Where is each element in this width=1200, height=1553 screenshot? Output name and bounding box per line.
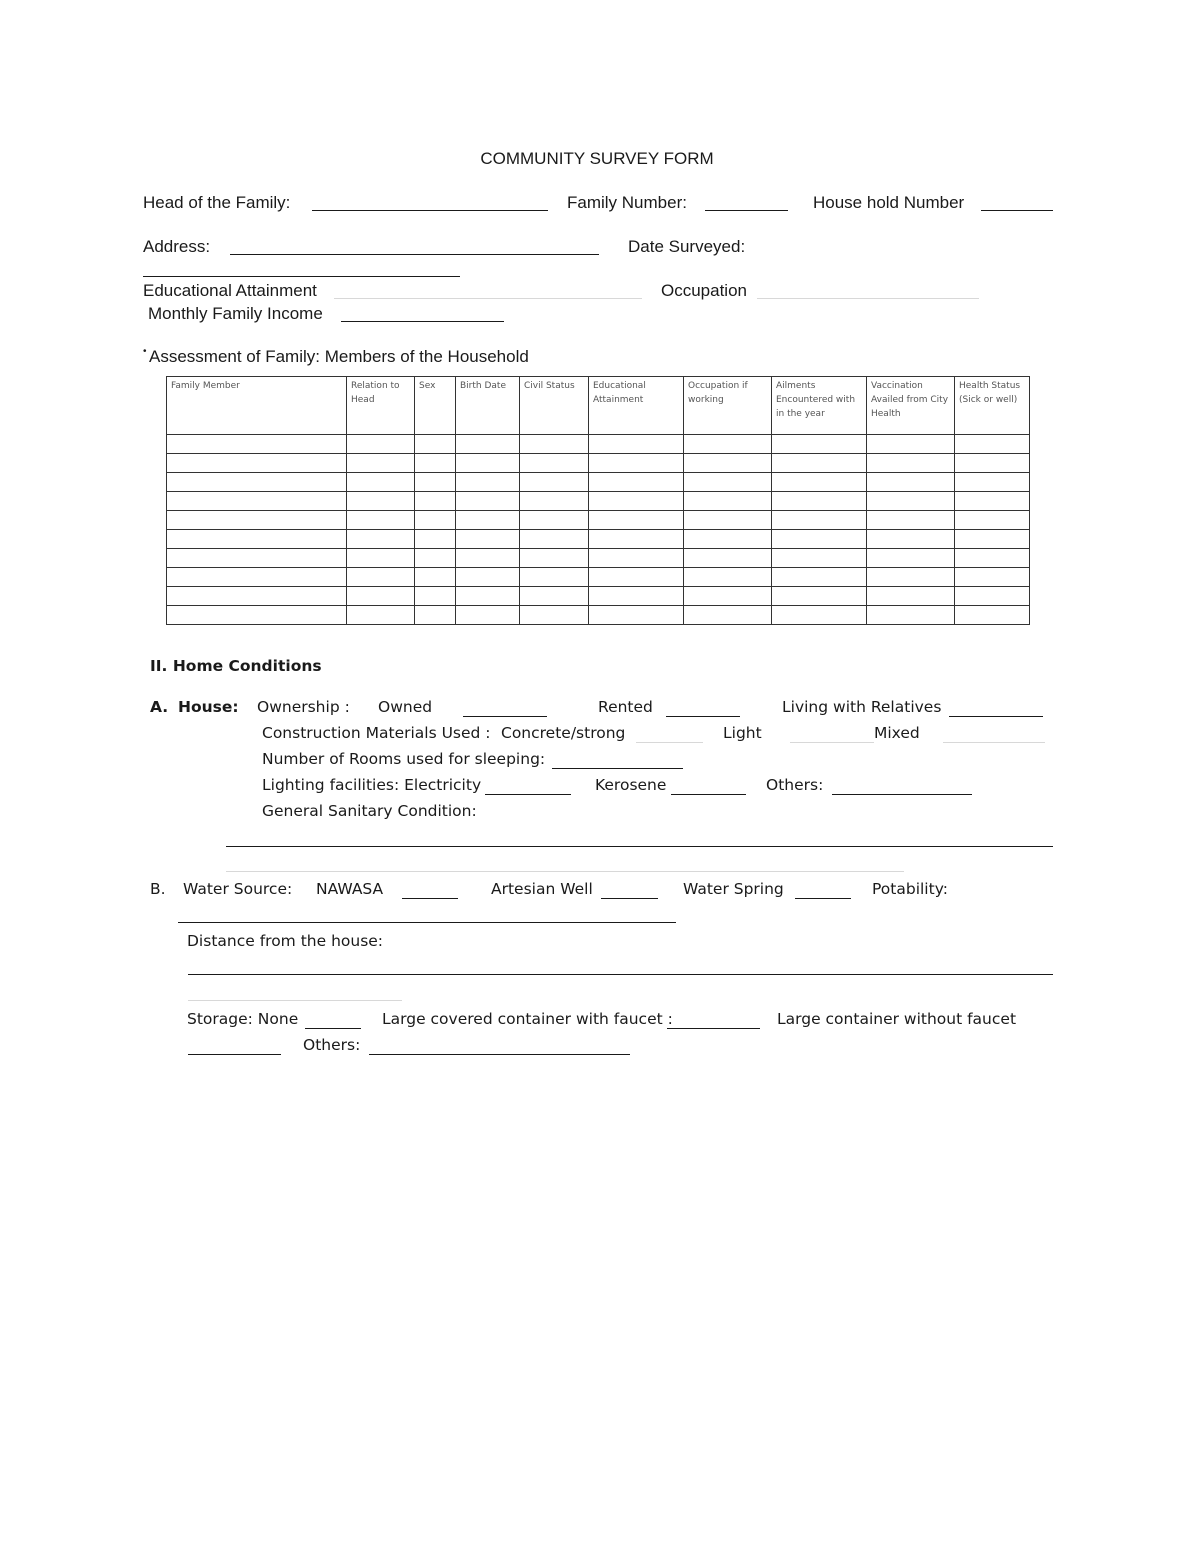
table-cell[interactable] xyxy=(456,587,520,606)
home-conditions-title: II. Home Conditions xyxy=(150,657,322,675)
kerosene-field[interactable] xyxy=(671,794,746,795)
table-row xyxy=(167,511,1030,530)
table-cell[interactable] xyxy=(772,454,867,473)
table-cell[interactable] xyxy=(347,568,415,587)
table-cell[interactable] xyxy=(867,492,955,511)
address-continuation-field[interactable] xyxy=(143,276,460,277)
table-cell[interactable] xyxy=(415,549,456,568)
table-cell[interactable] xyxy=(347,606,415,625)
table-cell[interactable] xyxy=(167,587,347,606)
assessment-title: Assessment of Family: Members of the Household xyxy=(149,347,529,366)
table-cell[interactable] xyxy=(456,454,520,473)
light-label: Light xyxy=(723,724,762,742)
concrete-field[interactable] xyxy=(636,742,703,743)
table-cell[interactable] xyxy=(684,473,772,492)
column-header: Relation to Head xyxy=(347,377,415,435)
storage-others-field[interactable] xyxy=(369,1054,630,1055)
table-cell[interactable] xyxy=(415,511,456,530)
table-cell[interactable] xyxy=(772,530,867,549)
table-cell[interactable] xyxy=(415,530,456,549)
owned-label: Owned xyxy=(378,698,433,716)
table-header-row xyxy=(167,377,1030,435)
rented-field[interactable] xyxy=(666,716,740,717)
nawasa-label: NAWASA xyxy=(316,880,384,898)
table-cell[interactable] xyxy=(456,492,520,511)
uncovered-container-field[interactable] xyxy=(188,1054,281,1055)
table-cell[interactable] xyxy=(167,435,347,454)
table-row xyxy=(167,473,1030,492)
table-cell[interactable] xyxy=(772,606,867,625)
rooms-field[interactable] xyxy=(552,768,683,769)
column-header: Ailments Encountered with in the year xyxy=(772,377,867,435)
table-cell[interactable] xyxy=(684,454,772,473)
table-cell[interactable] xyxy=(347,454,415,473)
educational-attainment-field[interactable] xyxy=(334,298,642,299)
table-cell[interactable] xyxy=(167,492,347,511)
house-label: House: xyxy=(178,698,239,716)
table-cell[interactable] xyxy=(520,568,589,587)
table-cell[interactable] xyxy=(589,530,684,549)
table-cell[interactable] xyxy=(867,530,955,549)
table-row xyxy=(167,606,1030,625)
potability-field[interactable] xyxy=(178,922,676,923)
table-cell[interactable] xyxy=(167,530,347,549)
table-cell[interactable] xyxy=(589,435,684,454)
table-cell[interactable] xyxy=(684,587,772,606)
table-cell[interactable] xyxy=(867,435,955,454)
address-label: Address: xyxy=(143,237,211,256)
artesian-well-label: Artesian Well xyxy=(491,880,593,898)
table-cell[interactable] xyxy=(167,454,347,473)
table-cell[interactable] xyxy=(415,454,456,473)
table-row xyxy=(167,435,1030,454)
table-cell[interactable] xyxy=(589,454,684,473)
column-header: Occupation if working xyxy=(684,377,772,435)
table-cell[interactable] xyxy=(955,549,1030,568)
table-cell[interactable] xyxy=(167,568,347,587)
table-cell[interactable] xyxy=(955,606,1030,625)
table-row xyxy=(167,568,1030,587)
table-cell[interactable] xyxy=(415,435,456,454)
table-cell[interactable] xyxy=(867,606,955,625)
table-cell[interactable] xyxy=(955,530,1030,549)
table-cell[interactable] xyxy=(684,435,772,454)
living-with-relatives-field[interactable] xyxy=(949,716,1043,717)
storage-label: Storage: None xyxy=(187,1010,299,1028)
table-cell[interactable] xyxy=(955,587,1030,606)
assessment-bullet: • xyxy=(143,346,147,357)
table-cell[interactable] xyxy=(520,492,589,511)
table-cell[interactable] xyxy=(520,511,589,530)
rooms-label: Number of Rooms used for sleeping: xyxy=(262,750,546,768)
table-cell[interactable] xyxy=(415,606,456,625)
table-cell[interactable] xyxy=(772,473,867,492)
table-cell[interactable] xyxy=(520,435,589,454)
table-cell[interactable] xyxy=(955,511,1030,530)
sanitary-field[interactable] xyxy=(226,846,1053,847)
table-cell[interactable] xyxy=(955,435,1030,454)
uncovered-container-label: Large container without faucet xyxy=(777,1010,1017,1028)
table-cell[interactable] xyxy=(167,549,347,568)
table-cell[interactable] xyxy=(772,492,867,511)
table-cell[interactable] xyxy=(772,435,867,454)
mixed-label: Mixed xyxy=(874,724,920,742)
table-cell[interactable] xyxy=(456,473,520,492)
table-cell[interactable] xyxy=(772,511,867,530)
construction-label: Construction Materials Used : xyxy=(262,724,491,742)
table-cell[interactable] xyxy=(456,511,520,530)
table-cell[interactable] xyxy=(684,511,772,530)
column-header: Sex xyxy=(415,377,456,435)
household-number-label: House hold Number xyxy=(813,193,965,212)
water-prefix: B. xyxy=(150,880,166,898)
table-row xyxy=(167,530,1030,549)
table-cell[interactable] xyxy=(167,606,347,625)
nawasa-field[interactable] xyxy=(402,898,458,899)
table-cell[interactable] xyxy=(415,473,456,492)
column-header: Birth Date xyxy=(456,377,520,435)
educational-attainment-label: Educational Attainment xyxy=(143,281,317,300)
table-cell[interactable] xyxy=(520,530,589,549)
table-cell[interactable] xyxy=(456,606,520,625)
monthly-income-label: Monthly Family Income xyxy=(148,304,323,323)
table-cell[interactable] xyxy=(955,454,1030,473)
storage-others-label: Others: xyxy=(303,1036,361,1054)
table-cell[interactable] xyxy=(347,511,415,530)
distance-label: Distance from the house: xyxy=(187,932,384,950)
lighting-others-label: Others: xyxy=(766,776,824,794)
table-cell[interactable] xyxy=(589,606,684,625)
table-cell[interactable] xyxy=(456,549,520,568)
column-header: Vaccination Availed from City Health xyxy=(867,377,955,435)
owned-field[interactable] xyxy=(463,716,547,717)
table-cell[interactable] xyxy=(684,606,772,625)
table-cell[interactable] xyxy=(589,473,684,492)
table-row xyxy=(167,492,1030,511)
table-cell[interactable] xyxy=(867,454,955,473)
kerosene-label: Kerosene xyxy=(595,776,667,794)
table-row xyxy=(167,587,1030,606)
table-cell[interactable] xyxy=(589,568,684,587)
table-row xyxy=(167,454,1030,473)
table-cell[interactable] xyxy=(867,587,955,606)
address-field[interactable] xyxy=(230,254,599,255)
potability-label: Potability: xyxy=(872,880,948,898)
household-members-table xyxy=(166,376,1030,625)
table-cell[interactable] xyxy=(684,568,772,587)
table-cell[interactable] xyxy=(347,435,415,454)
sanitary-label: General Sanitary Condition: xyxy=(262,802,477,820)
table-cell[interactable] xyxy=(520,473,589,492)
head-of-family-field[interactable] xyxy=(312,210,548,211)
form-title: COMMUNITY SURVEY FORM xyxy=(480,149,714,168)
table-cell[interactable] xyxy=(456,568,520,587)
table-cell[interactable] xyxy=(589,492,684,511)
family-number-label: Family Number: xyxy=(567,193,687,212)
table-cell[interactable] xyxy=(684,549,772,568)
table-cell[interactable] xyxy=(589,587,684,606)
table-cell[interactable] xyxy=(415,587,456,606)
table-cell[interactable] xyxy=(867,511,955,530)
mixed-field[interactable] xyxy=(943,742,1045,743)
column-header: Health Status (Sick or well) xyxy=(955,377,1030,435)
column-header: Family Member xyxy=(167,377,347,435)
table-cell[interactable] xyxy=(772,568,867,587)
table-cell[interactable] xyxy=(867,549,955,568)
table-cell[interactable] xyxy=(955,473,1030,492)
table-cell[interactable] xyxy=(955,492,1030,511)
table-cell[interactable] xyxy=(347,492,415,511)
monthly-income-field[interactable] xyxy=(341,321,504,322)
lighting-others-field[interactable] xyxy=(832,794,972,795)
storage-none-field[interactable] xyxy=(305,1028,361,1029)
sanitary-field-continued[interactable] xyxy=(226,871,904,872)
water-source-label: Water Source: xyxy=(183,880,293,898)
head-of-family-label: Head of the Family: xyxy=(143,193,291,212)
table-cell[interactable] xyxy=(347,530,415,549)
distance-field-continued[interactable] xyxy=(188,1000,402,1001)
table-cell[interactable] xyxy=(867,473,955,492)
water-spring-field[interactable] xyxy=(795,898,851,899)
table-cell[interactable] xyxy=(955,568,1030,587)
covered-container-label: Large covered container with faucet : xyxy=(382,1010,673,1028)
table-cell[interactable] xyxy=(415,492,456,511)
table-cell[interactable] xyxy=(167,473,347,492)
distance-field[interactable] xyxy=(188,974,1053,975)
lighting-label: Lighting facilities: Electricity xyxy=(262,776,482,794)
house-prefix: A. xyxy=(150,698,169,716)
table-cell[interactable] xyxy=(347,473,415,492)
table-row xyxy=(167,549,1030,568)
occupation-field[interactable] xyxy=(757,298,979,299)
table-cell[interactable] xyxy=(456,435,520,454)
table-cell[interactable] xyxy=(347,549,415,568)
table-cell[interactable] xyxy=(167,511,347,530)
light-field[interactable] xyxy=(790,742,874,743)
table-cell[interactable] xyxy=(772,587,867,606)
household-number-field[interactable] xyxy=(981,210,1053,211)
table-cell[interactable] xyxy=(415,568,456,587)
table-cell[interactable] xyxy=(867,568,955,587)
ownership-label: Ownership : xyxy=(257,698,350,716)
covered-container-field[interactable] xyxy=(667,1028,760,1029)
artesian-well-field[interactable] xyxy=(601,898,658,899)
occupation-label: Occupation xyxy=(661,281,747,300)
table-cell[interactable] xyxy=(520,587,589,606)
table-cell[interactable] xyxy=(589,511,684,530)
table-cell[interactable] xyxy=(684,492,772,511)
electricity-field[interactable] xyxy=(485,794,571,795)
table-cell[interactable] xyxy=(684,530,772,549)
table-cell[interactable] xyxy=(520,549,589,568)
table-cell[interactable] xyxy=(772,549,867,568)
table-cell[interactable] xyxy=(456,530,520,549)
family-number-field[interactable] xyxy=(705,210,788,211)
table-cell[interactable] xyxy=(347,587,415,606)
table-cell[interactable] xyxy=(520,606,589,625)
column-header: Educational Attainment xyxy=(589,377,684,435)
column-header: Civil Status xyxy=(520,377,589,435)
living-with-relatives-label: Living with Relatives xyxy=(782,698,942,716)
table-cell[interactable] xyxy=(520,454,589,473)
concrete-label: Concrete/strong xyxy=(501,724,626,742)
table-cell[interactable] xyxy=(589,549,684,568)
water-spring-label: Water Spring xyxy=(683,880,784,898)
date-surveyed-label: Date Surveyed: xyxy=(628,237,746,256)
rented-label: Rented xyxy=(598,698,653,716)
